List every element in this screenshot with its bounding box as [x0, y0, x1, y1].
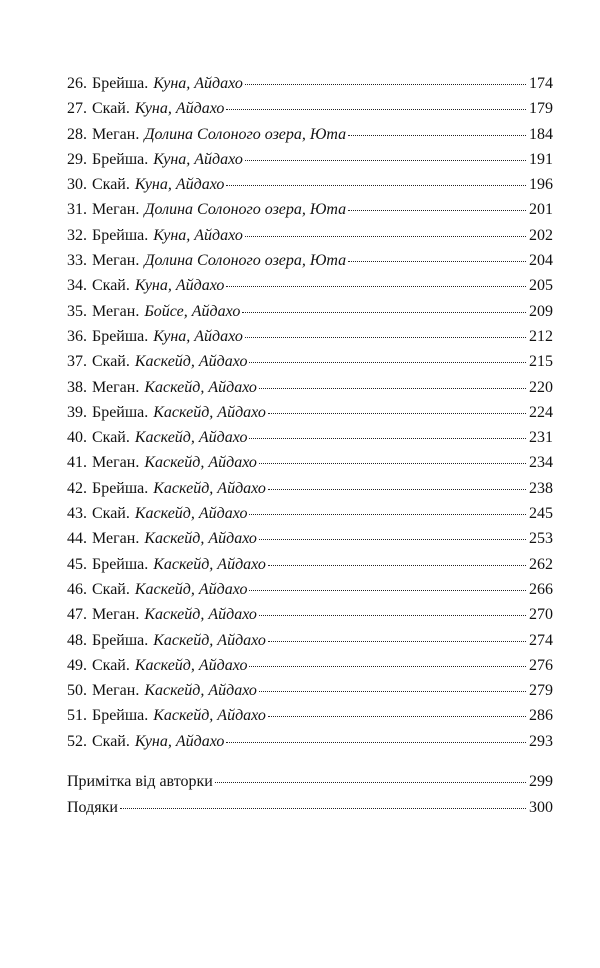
chapter-location: Каскейд, Айдахо — [144, 378, 257, 396]
dot-leader — [259, 388, 526, 389]
chapter-location: Долина Солоного озера, Юта — [144, 201, 347, 219]
toc-entry — [67, 530, 553, 555]
toc-entry — [67, 252, 553, 277]
chapter-number: 33. — [67, 252, 87, 270]
dot-leader — [226, 185, 526, 186]
toc-entry — [67, 480, 553, 505]
page-number: 266 — [529, 580, 553, 598]
page-number: 286 — [529, 707, 553, 725]
chapter-location: Долина Солоного озера, Юта — [144, 252, 347, 270]
chapter-narrator: Меган. — [92, 682, 140, 700]
toc-entry — [67, 353, 553, 378]
backmatter-entry — [67, 799, 553, 825]
chapter-narrator: Скай. — [92, 277, 130, 295]
page-number: 215 — [529, 353, 553, 371]
dot-leader — [226, 109, 526, 110]
toc-entry — [67, 657, 553, 682]
chapter-number: 45. — [67, 555, 87, 573]
chapter-narrator: Брейша. — [92, 403, 149, 421]
chapter-number: 26. — [67, 75, 87, 92]
chapter-location: Каскейд, Айдахо — [134, 353, 248, 371]
chapter-number: 37. — [67, 353, 87, 371]
page-number: 238 — [529, 479, 553, 497]
page-number: 179 — [529, 100, 553, 118]
page-number: 262 — [529, 555, 553, 573]
dot-leader — [249, 438, 526, 439]
page-number: 231 — [529, 429, 553, 447]
chapter-number: 47. — [67, 606, 87, 624]
page-number: 220 — [529, 378, 553, 396]
page-number: 234 — [529, 454, 553, 472]
page-number: 196 — [529, 176, 553, 194]
chapter-number: 42. — [67, 479, 87, 497]
backmatter-title: Подяки — [67, 798, 118, 816]
dot-leader — [268, 565, 526, 566]
chapter-narrator: Скай. — [92, 100, 130, 118]
chapter-number: 35. — [67, 302, 87, 320]
chapter-narrator: Скай. — [92, 353, 130, 371]
backmatter-list — [67, 773, 553, 824]
dot-leader — [245, 337, 526, 338]
toc-entry — [67, 556, 553, 581]
toc-entry — [67, 151, 553, 176]
chapter-narrator: Скай. — [92, 505, 130, 523]
dot-leader — [259, 463, 526, 464]
chapter-location: Куна, Айдахо — [153, 327, 243, 345]
toc-entry — [67, 606, 553, 631]
chapter-narrator: Скай. — [92, 732, 130, 750]
dot-leader — [259, 691, 526, 692]
chapter-number: 52. — [67, 732, 87, 750]
chapter-location: Каскейд, Айдахо — [144, 606, 257, 624]
dot-leader — [268, 413, 526, 414]
dot-leader — [348, 210, 526, 211]
toc-entry — [67, 581, 553, 606]
chapter-number: 38. — [67, 378, 87, 396]
page-number: 205 — [529, 277, 553, 295]
chapter-narrator: Меган. — [92, 530, 140, 548]
chapter-location: Каскейд, Айдахо — [134, 429, 248, 447]
chapter-number: 28. — [67, 125, 87, 143]
toc-entry — [67, 429, 553, 454]
page-number: 253 — [529, 530, 553, 548]
chapter-narrator: Меган. — [92, 302, 140, 320]
chapter-location: Каскейд, Айдахо — [144, 682, 257, 700]
chapter-location: Куна, Айдахо — [153, 226, 243, 244]
chapter-location: Каскейд, Айдахо — [153, 555, 266, 573]
toc-entry — [67, 682, 553, 707]
chapter-number: 48. — [67, 631, 87, 649]
chapter-number: 40. — [67, 429, 87, 447]
backmatter-title: Примітка від авторки — [67, 773, 213, 790]
chapter-narrator: Скай. — [92, 580, 130, 598]
page-number: 204 — [529, 252, 553, 270]
chapter-number: 43. — [67, 505, 87, 523]
chapter-number: 50. — [67, 682, 87, 700]
chapter-narrator: Брейша. — [92, 479, 149, 497]
dot-leader — [226, 742, 526, 743]
dot-leader — [245, 236, 526, 237]
dot-leader — [348, 261, 526, 262]
toc-entry — [67, 733, 553, 758]
chapter-narrator: Скай. — [92, 656, 130, 674]
toc-entry — [67, 277, 553, 302]
chapter-narrator: Скай. — [92, 429, 130, 447]
dot-leader — [249, 514, 526, 515]
chapter-number: 27. — [67, 100, 87, 118]
chapter-number: 36. — [67, 327, 87, 345]
dot-leader — [259, 615, 526, 616]
dot-leader — [348, 135, 526, 136]
toc-entry — [67, 303, 553, 328]
page-number: 270 — [529, 606, 553, 624]
toc-entry — [67, 707, 553, 732]
chapter-number: 39. — [67, 403, 87, 421]
dot-leader — [249, 666, 526, 667]
chapter-narrator: Меган. — [92, 454, 140, 472]
chapter-number: 32. — [67, 226, 87, 244]
chapter-narrator: Меган. — [92, 125, 140, 143]
dot-leader — [120, 808, 526, 809]
dot-leader — [268, 641, 526, 642]
chapter-number: 51. — [67, 707, 87, 725]
page-number: 300 — [529, 798, 553, 816]
chapter-narrator: Брейша. — [92, 150, 149, 168]
chapter-number: 41. — [67, 454, 87, 472]
page-number: 274 — [529, 631, 553, 649]
table-of-contents — [67, 75, 553, 758]
chapter-narrator: Брейша. — [92, 226, 149, 244]
chapter-location: Каскейд, Айдахо — [153, 403, 266, 421]
dot-leader — [259, 539, 526, 540]
dot-leader — [245, 84, 526, 85]
toc-entry — [67, 176, 553, 201]
chapter-number: 49. — [67, 656, 87, 674]
chapter-location: Куна, Айдахо — [153, 150, 243, 168]
toc-entry — [67, 379, 553, 404]
page-number: 184 — [529, 125, 553, 143]
toc-entry — [67, 632, 553, 657]
toc-entry — [67, 505, 553, 530]
toc-entry — [67, 227, 553, 252]
chapter-number: 46. — [67, 580, 87, 598]
chapter-location: Каскейд, Айдахо — [153, 479, 266, 497]
chapter-narrator: Меган. — [92, 252, 140, 270]
toc-entry — [67, 75, 553, 100]
chapter-location: Каскейд, Айдахо — [153, 707, 266, 725]
toc-entry — [67, 454, 553, 479]
chapter-location: Куна, Айдахо — [153, 75, 243, 92]
chapter-location: Каскейд, Айдахо — [134, 505, 248, 523]
dot-leader — [249, 590, 526, 591]
chapter-number: 31. — [67, 201, 87, 219]
dot-leader — [242, 312, 526, 313]
page-number: 191 — [529, 150, 553, 168]
chapter-location: Куна, Айдахо — [134, 100, 225, 118]
chapter-narrator: Меган. — [92, 606, 140, 624]
dot-leader — [249, 362, 526, 363]
page-number: 224 — [529, 403, 553, 421]
toc-entry — [67, 126, 553, 151]
chapter-location: Куна, Айдахо — [134, 176, 225, 194]
page-number: 299 — [529, 773, 553, 790]
chapter-narrator: Брейша. — [92, 75, 149, 92]
chapter-location: Куна, Айдахо — [134, 732, 225, 750]
dot-leader — [268, 489, 526, 490]
chapter-narrator: Меган. — [92, 378, 140, 396]
page-number: 174 — [529, 75, 553, 92]
page-number: 202 — [529, 226, 553, 244]
page-number: 209 — [529, 302, 553, 320]
page-number: 276 — [529, 656, 553, 674]
chapter-narrator: Брейша. — [92, 327, 149, 345]
toc-entry — [67, 404, 553, 429]
backmatter-entry — [67, 773, 553, 799]
chapter-location: Каскейд, Айдахо — [144, 530, 257, 548]
toc-entry — [67, 328, 553, 353]
dot-leader — [268, 716, 526, 717]
toc-entry — [67, 100, 553, 125]
chapter-narrator: Брейша. — [92, 631, 149, 649]
page-number: 293 — [529, 732, 553, 750]
chapter-location: Каскейд, Айдахо — [144, 454, 257, 472]
page-number: 212 — [529, 327, 553, 345]
page-number: 245 — [529, 505, 553, 523]
chapter-narrator: Меган. — [92, 201, 140, 219]
chapter-location: Каскейд, Айдахо — [134, 656, 248, 674]
chapter-number: 29. — [67, 150, 87, 168]
dot-leader — [245, 160, 526, 161]
dot-leader — [226, 286, 526, 287]
chapter-number: 44. — [67, 530, 87, 548]
chapter-location: Долина Солоного озера, Юта — [144, 125, 347, 143]
chapter-number: 30. — [67, 176, 87, 194]
chapter-location: Каскейд, Айдахо — [134, 580, 248, 598]
toc-entry — [67, 201, 553, 226]
chapter-narrator: Брейша. — [92, 555, 149, 573]
page-number: 201 — [529, 201, 553, 219]
chapter-location: Бойсе, Айдахо — [144, 302, 241, 320]
page-number: 279 — [529, 682, 553, 700]
chapter-location: Куна, Айдахо — [134, 277, 225, 295]
chapter-location: Каскейд, Айдахо — [153, 631, 266, 649]
dot-leader — [215, 782, 526, 783]
chapter-narrator: Скай. — [92, 176, 130, 194]
chapter-number: 34. — [67, 277, 87, 295]
chapter-narrator: Брейша. — [92, 707, 149, 725]
